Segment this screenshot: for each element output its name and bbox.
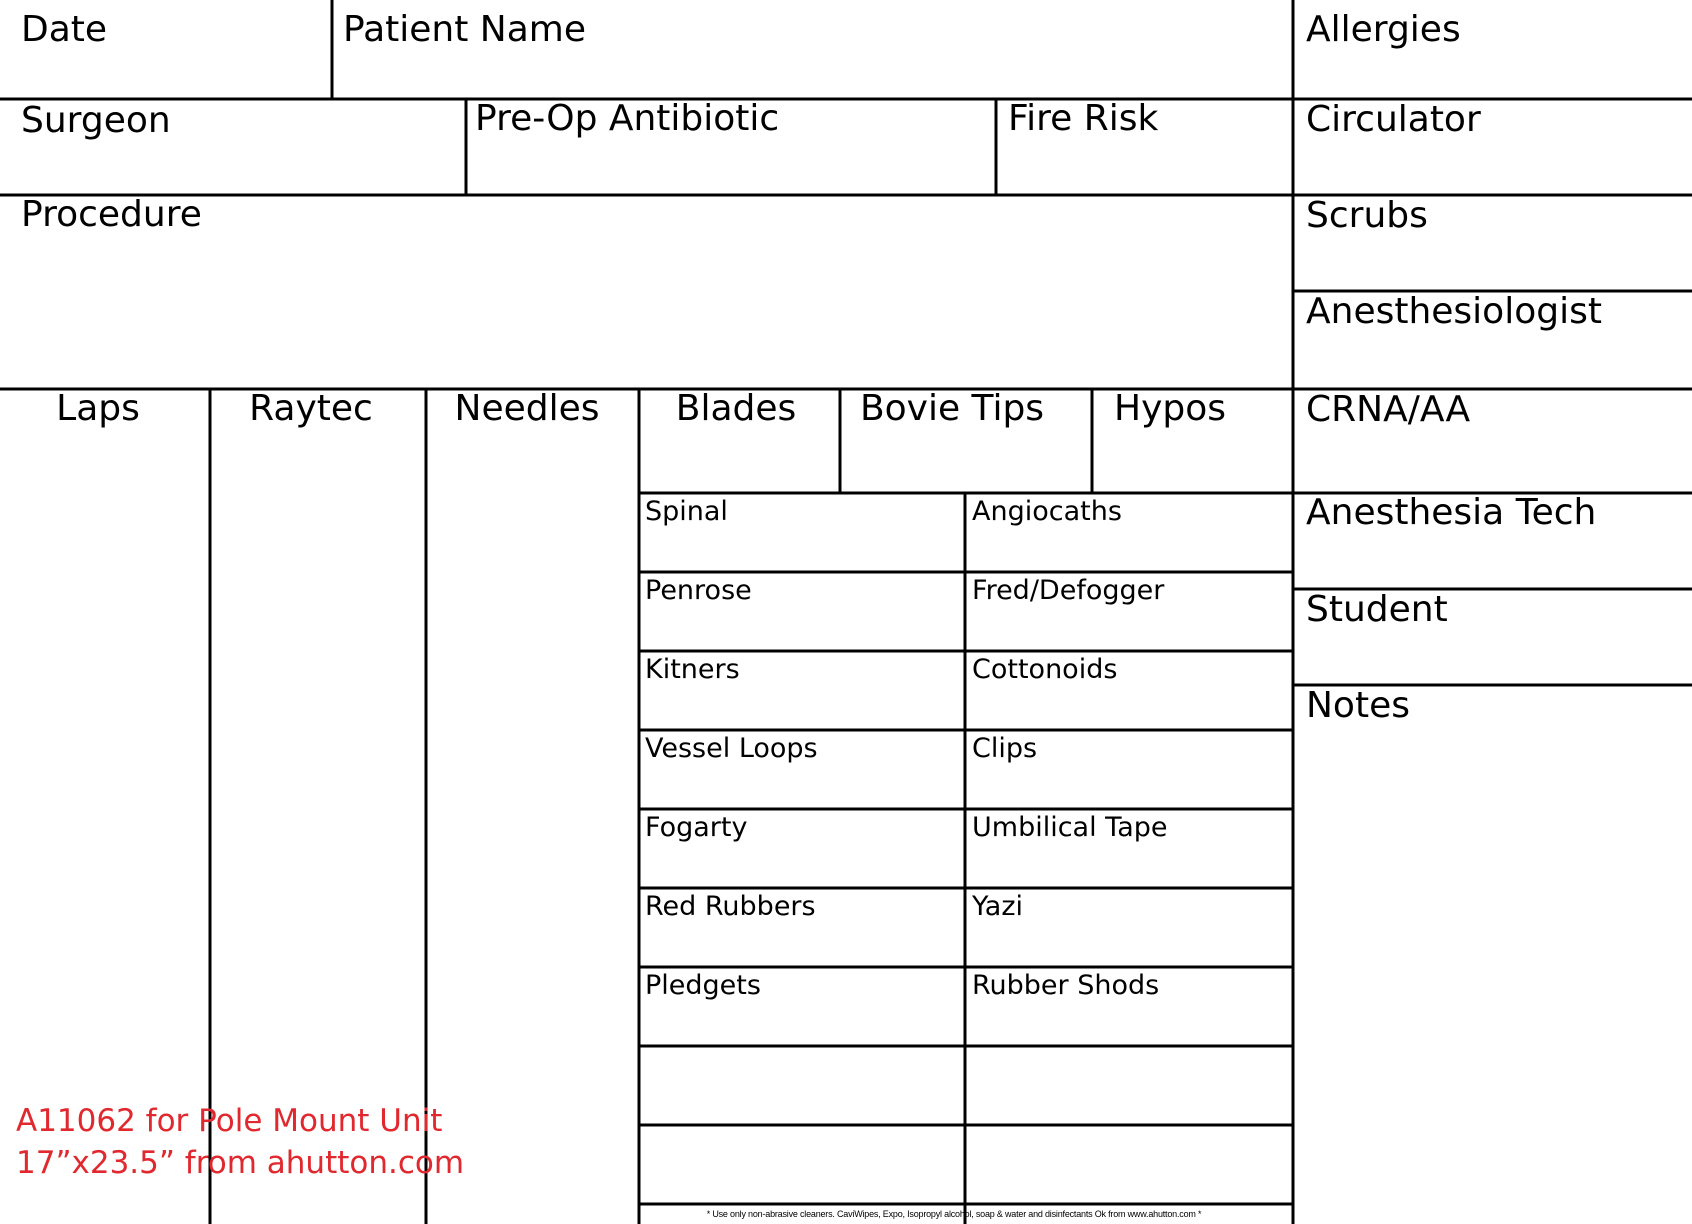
product-note-line2: 17”x23.5” from ahutton.com [16,1145,465,1181]
anesthesiologist-label: Anesthesiologist [1306,291,1602,332]
item-fogarty: Fogarty [645,812,748,843]
item-kitners: Kitners [645,654,740,685]
pre-op-antibiotic-label: Pre-Op Antibiotic [475,98,780,139]
item-clips: Clips [972,733,1038,764]
item-penrose: Penrose [645,575,752,606]
item-angiocaths: Angiocaths [972,496,1122,527]
needles-column-header: Needles [454,388,600,429]
item-umbilical-tape: Umbilical Tape [972,812,1168,843]
scrubs-label: Scrubs [1306,195,1428,236]
item-spinal: Spinal [645,496,728,527]
product-note-line1: A11062 for Pole Mount Unit [16,1103,443,1139]
date-label: Date [21,9,108,50]
crna-aa-label: CRNA/AA [1306,389,1471,430]
fire-risk-label: Fire Risk [1008,98,1159,139]
student-label: Student [1306,589,1448,630]
item-cottonoids: Cottonoids [972,654,1118,685]
surgeon-label: Surgeon [21,100,171,141]
blades-column-header: Blades [675,388,797,429]
bovie-tips-column-header: Bovie Tips [859,388,1045,429]
allergies-label: Allergies [1306,9,1461,50]
circulator-label: Circulator [1306,99,1481,140]
hypos-column-header: Hypos [1113,388,1227,429]
laps-column-header: Laps [56,388,140,429]
item-red-rubbers: Red Rubbers [645,891,816,922]
notes-label: Notes [1306,685,1410,726]
cleaning-footnote: * Use only non-abrasive cleaners. CaviWipes, Expo, Isopropyl alcohol, soap & water and disinfectants Ok from www.ahutton.com * [706,1209,1202,1219]
item-yazi: Yazi [972,891,1023,922]
patient-name-label: Patient Name [343,9,586,50]
item-fred-defogger: Fred/Defogger [972,575,1165,606]
procedure-label: Procedure [21,194,202,235]
item-vessel-loops: Vessel Loops [645,733,818,764]
item-rubber-shods: Rubber Shods [972,970,1160,1001]
raytec-column-header: Raytec [249,388,373,429]
item-pledgets: Pledgets [645,970,761,1001]
anesthesia-tech-label: Anesthesia Tech [1306,492,1597,533]
